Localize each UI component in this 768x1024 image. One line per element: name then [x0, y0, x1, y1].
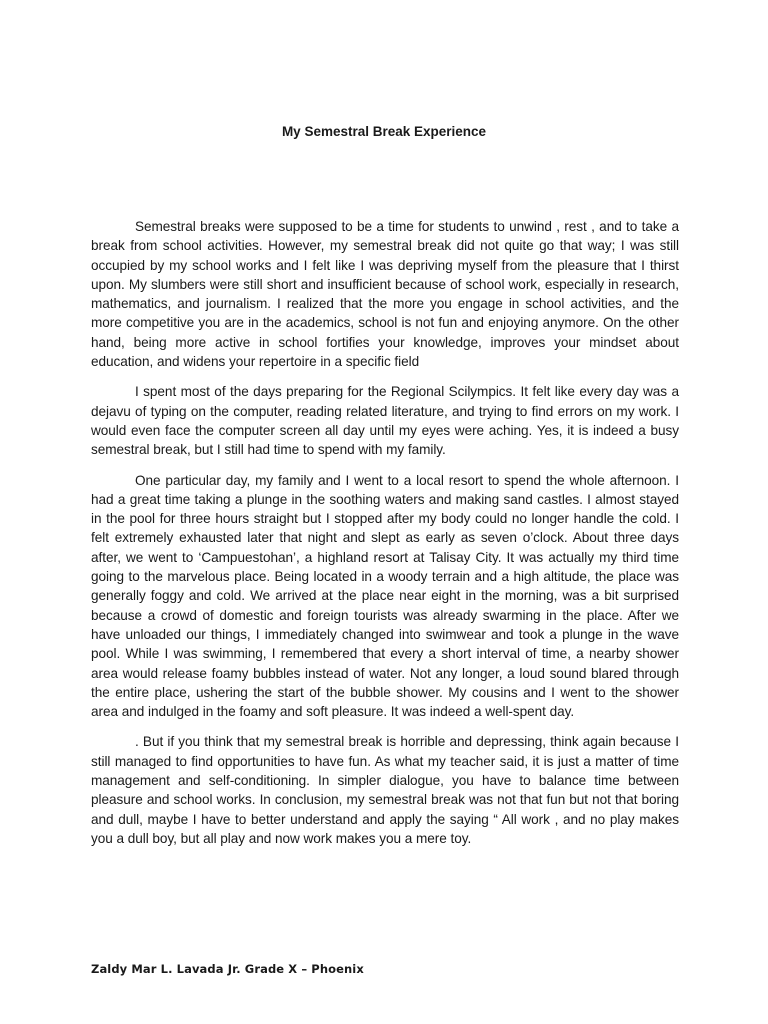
paragraph-4: . But if you think that my semestral break is horrible and depressing, think again because I still managed to find opportunities to have fun. As what my teacher said, it is just a matter of time management and self-conditioning. In simpler dialogue, you have to balance time between pleasure and school works. In conclusion, my semestral break was not that fun but not that boring and dull, maybe I have to better understand and apply the saying “ All work , and no play makes you a dull boy, but all play and now work makes you a mere toy. [91, 734, 679, 846]
document-body [91, 217, 679, 859]
paragraph-3: One particular day, my family and I went to a local resort to spend the whole afternoon. I had a great time taking a plunge in the soothing waters and making sand castles. I almost stayed in the pool for three hours straight but I stopped after my body could no longer handle the cold. I felt extremely exhausted later that night and slept as early as seven o’clock. About three days after, we went to ‘Campuestohan’, a highland resort at Talisay City. It was actually my third time going to the marvelous place. Being located in a woody terrain and a high altitude, the place was generally foggy and cold. We arrived at the place near eight in the morning, was a bit surprised because a crowd of domestic and foreign tourists was already swarming in the place. After we have unloaded our things, I immediately changed into swimwear and took a plunge in the wave pool. While I was swimming, I remembered that every a short interval of time, a nearby shower area would release foamy bubbles instead of water. Not any longer, a loud sound blared through the entire place, ushering the start of the bubble shower. My cousins and I went to the shower area and indulged in the foamy and soft pleasure. It was indeed a well-spent day. [91, 472, 679, 720]
paragraph-1: Semestral breaks were supposed to be a time for students to unwind , rest , and to take a break from school activities. However, my semestral break did not quite go that way; I was still occupied by my school works and I felt like I was depriving myself from the pleasure that I thirst upon. My slumbers were still short and insufficient because of school work, especially in research, mathematics, and journalism. I realized that the more you engage in school activities, and the more competitive you are in the academics, school is not fun and enjoying anymore. On the other hand, being more active in school fortifies your knowledge, improves your mindset about education, and widens your repertoire in a specific field [91, 219, 679, 370]
document-title: My Semestral Break Experience [281, 124, 487, 139]
paragraph-2: I spent most of the days preparing for the Regional Scilympics. It felt like every day was a dejavu of typing on the computer, reading related literature, and trying to find errors on my work. I would even face the computer screen all day until my eyes were aching. Yes, it is indeed a busy semestral break, but I still had time to spend with my family. [91, 384, 679, 458]
author-footer: Zaldy Mar L. Lavada Jr. Grade X – Phoenix [91, 962, 364, 976]
